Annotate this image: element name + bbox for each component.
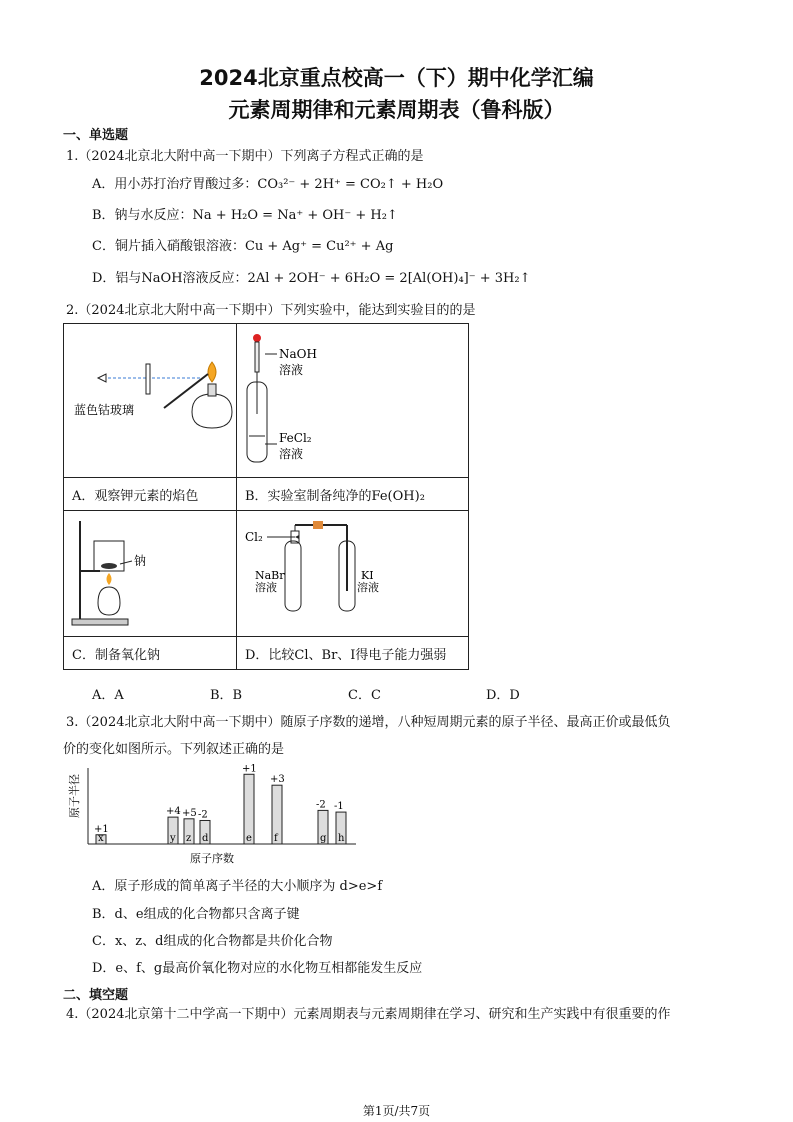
sodium-piece — [101, 563, 117, 569]
nabr-solution-label: 溶液 — [255, 581, 277, 594]
valence-label-f: +3 — [270, 774, 285, 786]
bar-label-y: y — [170, 833, 176, 844]
page-title-line2: 元素周期律和元素周期表（鲁科版） — [228, 98, 565, 122]
y-axis-label: 原子半径 — [68, 774, 81, 818]
wire-rod — [164, 374, 208, 408]
fe-oh2-diagram — [237, 324, 468, 477]
q3-stem-line2: 价的变化如图所示。下列叙述正确的是 — [63, 742, 285, 757]
sodium-heating-diagram — [64, 511, 236, 636]
page-title-line1: 2024北京重点校高一（下）期中化学汇编 — [199, 66, 594, 90]
naoh-label: NaOH — [279, 347, 317, 361]
q2-answer-c: C．C — [348, 688, 381, 703]
q4-stem: 4.（2024北京第十二中学高一下期中）元素周期表与元素周期律在学习、研究和生产实践中有很重要的作 — [66, 1007, 671, 1022]
q2-answer-d: D．D — [486, 688, 520, 703]
q2-image-d — [237, 511, 469, 637]
q2-caption-c: C．制备氧化钠 — [64, 637, 237, 670]
nabr-label: NaBr — [255, 569, 285, 582]
q3-option-d: D．e、f、g最高价氧化物对应的水化物互相都能发生反应 — [92, 961, 423, 976]
q2-caption-a: A．观察钾元素的焰色 — [64, 478, 237, 511]
glass-label: 蓝色钴玻璃 — [74, 403, 135, 417]
q3-bar-chart — [66, 760, 366, 868]
q3-option-b: B．d、e组成的化合物都只含离子键 — [92, 907, 300, 922]
valence-label-g: -2 — [316, 799, 326, 811]
q2-image-b — [237, 324, 469, 478]
q3-stem-line1: 3.（2024北京北大附中高一下期中）随原子序数的递增，八种短周期元素的原子半径、最高正价或最低负 — [66, 715, 671, 730]
section-heading-fill-in: 二、填空题 — [63, 988, 129, 1003]
q2-stem: 2.（2024北京北大附中高一下期中）下列实验中，能达到实验目的的是 — [66, 303, 476, 318]
flame-test-diagram — [64, 324, 236, 477]
fecl2-label: FeCl₂ — [279, 431, 312, 445]
valence-label-y: +4 — [166, 806, 181, 818]
page-footer: 第1页/共7页 — [362, 1104, 431, 1118]
q2-caption-b: B．实验室制备纯净的Fe(OH)₂ — [237, 478, 469, 511]
q3-option-a: A．原子形成的简单离子半径的大小顺序为 d>e>f — [92, 879, 383, 894]
bar-label-f: f — [274, 833, 278, 844]
q1-stem: 1.（2024北京北大附中高一下期中）下列离子方程式正确的是 — [66, 149, 424, 164]
q1-option-d: D．铝与NaOH溶液反应：2Al + 2OH⁻ + 6H₂O = 2[Al(OH)₄]⁻ + 3H₂↑ — [92, 271, 531, 286]
x-axis-label: 原子序数 — [190, 852, 234, 865]
bar-label-e: e — [246, 833, 252, 844]
bar-label-z: z — [186, 833, 192, 844]
ki-solution-label: 溶液 — [357, 581, 379, 594]
sodium-label: 钠 — [134, 554, 147, 568]
valence-label-e: +1 — [242, 763, 257, 775]
ki-label: KI — [361, 569, 374, 582]
q2-experiment-table — [63, 323, 469, 670]
q2-caption-d: D．比较Cl、Br、I得电子能力强弱 — [237, 637, 469, 670]
eye-icon — [98, 374, 106, 382]
valence-label-z: +5 — [182, 807, 197, 819]
naoh-solution-label: 溶液 — [279, 363, 304, 377]
cl2-label: Cl₂ — [245, 530, 263, 544]
q1-option-a: A．用小苏打治疗胃酸过多：CO₃²⁻ + 2H⁺ = CO₂↑ + H₂O — [92, 177, 444, 192]
q2-image-c — [64, 511, 237, 637]
dropper-bulb — [253, 334, 261, 342]
connector — [313, 521, 323, 529]
q3-option-c: C．x、z、d组成的化合物都是共价化合物 — [92, 934, 333, 949]
q2-answer-b: B．B — [210, 688, 243, 703]
valence-label-x: +1 — [94, 823, 109, 835]
fecl2-solution-label: 溶液 — [279, 447, 304, 461]
valence-label-h: -1 — [334, 801, 344, 813]
bar-label-g: g — [320, 833, 327, 844]
section-heading-single-choice: 一、单选题 — [63, 128, 129, 143]
halogen-diagram — [237, 511, 468, 636]
q2-answer-a: A．A — [92, 688, 124, 703]
bar-label-d: d — [202, 833, 209, 844]
q1-option-b: B．钠与水反应：Na + H₂O = Na⁺ + OH⁻ + H₂↑ — [92, 208, 398, 223]
q1-option-c: C．铜片插入硝酸银溶液：Cu + Ag⁺ = Cu²⁺ + Ag — [92, 239, 394, 254]
cobalt-glass — [146, 364, 150, 394]
q2-image-a — [64, 324, 237, 478]
bar-label-h: h — [338, 833, 345, 844]
bar-label-x: x — [98, 833, 104, 844]
valence-label-d: -2 — [198, 809, 208, 821]
tube-nabr — [285, 541, 301, 611]
